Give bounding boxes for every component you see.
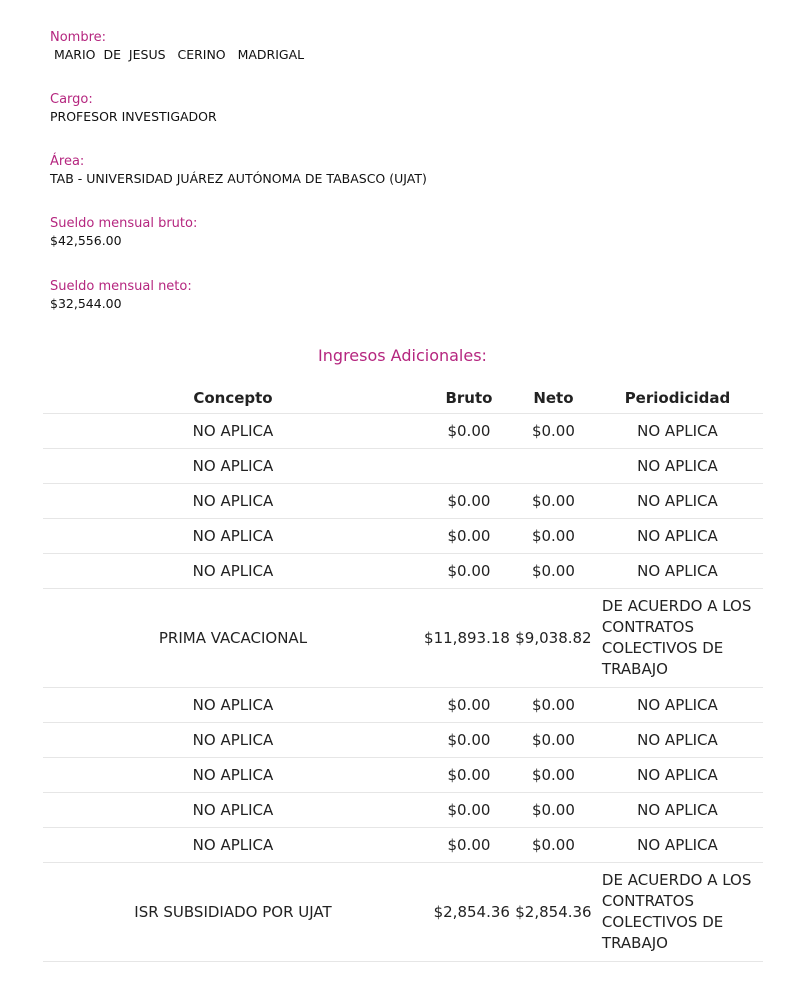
cell-neto: $0.00 [515,554,592,589]
cell-periodicidad: NO APLICA [592,828,763,863]
cell-concepto: NO APLICA [43,414,423,449]
cell-bruto: $0.00 [423,828,515,863]
table-row [43,589,763,688]
cell-bruto: $0.00 [423,519,515,554]
cell-bruto: $0.00 [423,793,515,828]
cell-concepto: NO APLICA [43,688,423,723]
header-concepto: Concepto [193,389,273,407]
cell-periodicidad: DE ACUERDO A LOS CONTRATOS COLECTIVOS DE TRABAJO [592,863,763,962]
area-label: Área: [50,154,85,169]
area-field [50,153,427,188]
area-value: TAB - UNIVERSIDAD JUÁREZ AUTÓNOMA DE TABASCO (UJAT) [50,171,427,186]
cell-concepto: NO APLICA [43,723,423,758]
ingresos-table [43,383,763,962]
cell-neto: $2,854.36 [515,863,592,962]
cargo-field [50,91,217,126]
cell-neto: $0.00 [515,688,592,723]
cell-periodicidad: NO APLICA [592,688,763,723]
cell-bruto [423,449,515,484]
cell-concepto: NO APLICA [43,793,423,828]
cell-bruto: $11,893.18 [423,589,515,688]
cell-bruto: $0.00 [423,723,515,758]
sueldo-neto-field [50,278,192,313]
table-row [43,828,763,863]
sueldo-bruto-label: Sueldo mensual bruto: [50,216,198,231]
cell-periodicidad: NO APLICA [592,793,763,828]
header-bruto: Bruto [445,389,493,407]
ingresos-adicionales-title: Ingresos Adicionales: [318,346,487,365]
table-row [43,554,763,589]
table-row [43,519,763,554]
table-row [43,758,763,793]
sueldo-bruto-field [50,215,197,250]
nombre-value: MARIO DE JESUS CERINO MADRIGAL [50,47,305,62]
cell-neto: $0.00 [515,758,592,793]
cell-neto: $0.00 [515,484,592,519]
cargo-label: Cargo: [50,92,93,107]
cell-periodicidad: NO APLICA [592,723,763,758]
cargo-value: PROFESOR INVESTIGADOR [50,109,217,124]
cell-bruto: $2,854.36 [423,863,515,962]
cell-neto: $0.00 [515,828,592,863]
sueldo-bruto-value: $42,556.00 [50,233,122,248]
table-row [43,414,763,449]
cell-concepto: NO APLICA [43,484,423,519]
cell-neto [515,449,592,484]
cell-periodicidad: NO APLICA [592,414,763,449]
cell-neto: $9,038.82 [515,589,592,688]
table-row [43,688,763,723]
cell-bruto: $0.00 [423,688,515,723]
cell-neto: $0.00 [515,723,592,758]
cell-periodicidad: NO APLICA [592,484,763,519]
cell-periodicidad: NO APLICA [592,519,763,554]
cell-periodicidad: NO APLICA [592,554,763,589]
cell-periodicidad: NO APLICA [592,449,763,484]
table-header-row [43,383,763,414]
cell-neto: $0.00 [515,414,592,449]
cell-concepto: ISR SUBSIDIADO POR UJAT [43,863,423,962]
table-row [43,723,763,758]
cell-concepto: NO APLICA [43,519,423,554]
cell-bruto: $0.00 [423,554,515,589]
sueldo-neto-label: Sueldo mensual neto: [50,279,192,294]
cell-concepto: PRIMA VACACIONAL [43,589,423,688]
nombre-field [50,29,304,64]
table-row [43,449,763,484]
cell-neto: $0.00 [515,519,592,554]
table-row [43,793,763,828]
cell-neto: $0.00 [515,793,592,828]
cell-concepto: NO APLICA [43,554,423,589]
cell-concepto: NO APLICA [43,828,423,863]
header-neto: Neto [533,389,574,407]
cell-bruto: $0.00 [423,484,515,519]
cell-bruto: $0.00 [423,414,515,449]
cell-periodicidad: DE ACUERDO A LOS CONTRATOS COLECTIVOS DE TRABAJO [592,589,763,688]
table-row [43,863,763,962]
header-periodicidad: Periodicidad [624,389,731,407]
cell-bruto: $0.00 [423,758,515,793]
table-row [43,484,763,519]
cell-periodicidad: NO APLICA [592,758,763,793]
nombre-label: Nombre: [50,30,107,45]
cell-concepto: NO APLICA [43,449,423,484]
cell-concepto: NO APLICA [43,758,423,793]
sueldo-neto-value: $32,544.00 [50,296,122,311]
